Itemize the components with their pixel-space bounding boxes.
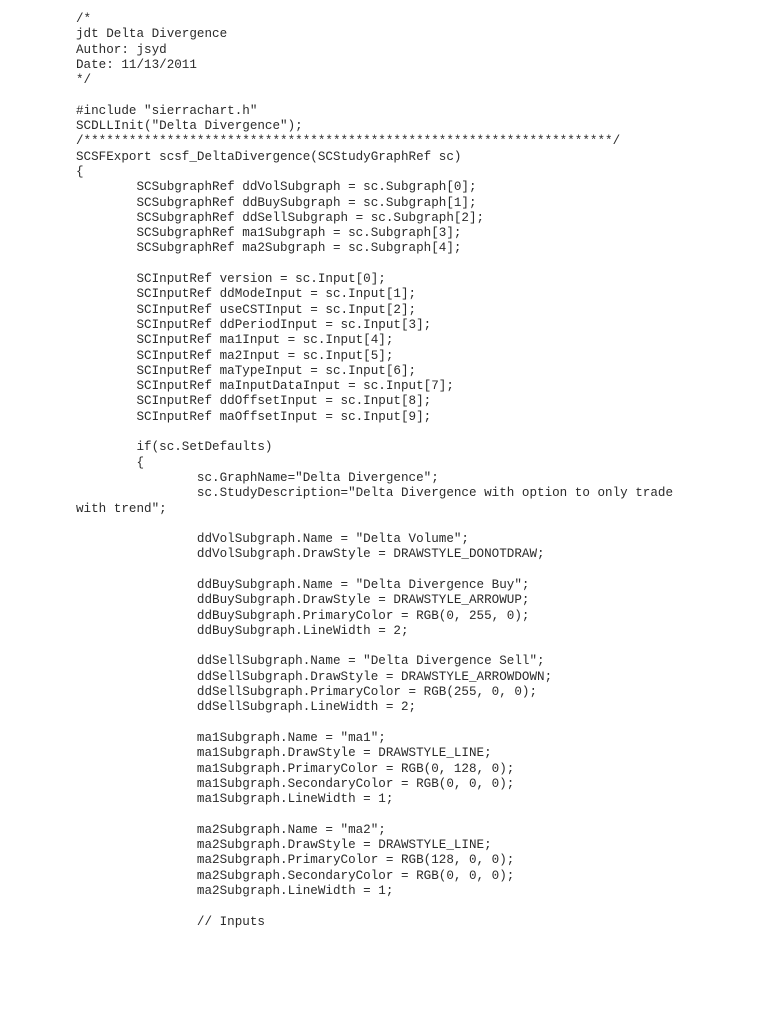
code-line: ma1Subgraph.SecondaryColor = RGB(0, 0, 0); bbox=[76, 776, 515, 791]
code-line: SCDLLInit("Delta Divergence"); bbox=[76, 119, 303, 134]
code-line: SCInputRef maTypeInput = sc.Input[6]; bbox=[76, 363, 417, 378]
code-line: SCSubgraphRef ddBuySubgraph = sc.Subgraph[1]; bbox=[76, 195, 477, 210]
code-line: ma1Subgraph.LineWidth = 1; bbox=[76, 792, 394, 807]
code-line: ma2Subgraph.Name = "ma2"; bbox=[76, 822, 386, 837]
code-line: ddVolSubgraph.DrawStyle = DRAWSTYLE_DONOTDRAW; bbox=[76, 547, 545, 562]
code-line bbox=[76, 716, 756, 731]
code-line: ddSellSubgraph.LineWidth = 2; bbox=[76, 700, 417, 715]
code-line bbox=[76, 517, 756, 532]
code-line: SCInputRef ddOffsetInput = sc.Input[8]; bbox=[76, 394, 432, 409]
code-line: SCInputRef maOffsetInput = sc.Input[9]; bbox=[76, 409, 432, 424]
code-line: #include "sierrachart.h" bbox=[76, 103, 258, 118]
code-line: ma2Subgraph.PrimaryColor = RGB(128, 0, 0); bbox=[76, 853, 515, 868]
code-line: ddBuySubgraph.PrimaryColor = RGB(0, 255, 0); bbox=[76, 608, 530, 623]
code-line: sc.StudyDescription="Delta Divergence with option to only trade bbox=[76, 486, 674, 501]
code-line bbox=[76, 257, 756, 272]
code-line bbox=[76, 639, 756, 654]
code-line: ma2Subgraph.DrawStyle = DRAWSTYLE_LINE; bbox=[76, 838, 492, 853]
code-line: ma2Subgraph.LineWidth = 1; bbox=[76, 883, 394, 898]
code-line bbox=[76, 807, 756, 822]
code-line bbox=[76, 899, 756, 914]
code-line: jdt Delta Divergence bbox=[76, 27, 228, 42]
code-line: SCInputRef ddPeriodInput = sc.Input[3]; bbox=[76, 317, 432, 332]
code-line: ma1Subgraph.PrimaryColor = RGB(0, 128, 0); bbox=[76, 761, 515, 776]
code-line bbox=[76, 88, 756, 103]
code-line: /* bbox=[76, 12, 92, 26]
code-line: SCInputRef ma1Input = sc.Input[4]; bbox=[76, 333, 394, 348]
code-line: ddSellSubgraph.PrimaryColor = RGB(255, 0, 0); bbox=[76, 685, 538, 700]
code-line: Author: jsyd bbox=[76, 42, 167, 57]
code-line: ddSellSubgraph.Name = "Delta Divergence Sell"; bbox=[76, 654, 545, 669]
code-line bbox=[76, 425, 756, 440]
code-line: SCInputRef maInputDataInput = sc.Input[7]; bbox=[76, 379, 454, 394]
code-line: { bbox=[76, 455, 145, 470]
code-line: */ bbox=[76, 73, 92, 88]
code-line: ddBuySubgraph.Name = "Delta Divergence Buy"; bbox=[76, 577, 530, 592]
code-line: SCInputRef ma2Input = sc.Input[5]; bbox=[76, 348, 394, 363]
code-listing bbox=[76, 12, 756, 930]
code-line: SCSubgraphRef ddSellSubgraph = sc.Subgraph[2]; bbox=[76, 210, 485, 225]
code-line: SCSubgraphRef ddVolSubgraph = sc.Subgraph[0]; bbox=[76, 180, 477, 195]
code-line: ddVolSubgraph.Name = "Delta Volume"; bbox=[76, 532, 469, 547]
code-line: // Inputs bbox=[76, 914, 265, 929]
code-line: { bbox=[76, 164, 84, 179]
code-line: ma1Subgraph.Name = "ma1"; bbox=[76, 730, 386, 745]
code-line: ddBuySubgraph.LineWidth = 2; bbox=[76, 623, 409, 638]
code-line: SCInputRef version = sc.Input[0]; bbox=[76, 272, 386, 287]
code-line: with trend"; bbox=[76, 501, 167, 516]
code-line bbox=[76, 563, 756, 578]
code-line: SCInputRef useCSTInput = sc.Input[2]; bbox=[76, 302, 417, 317]
code-line: SCSFExport scsf_DeltaDivergence(SCStudyGraphRef sc) bbox=[76, 149, 462, 164]
code-line: ddSellSubgraph.DrawStyle = DRAWSTYLE_ARROWDOWN; bbox=[76, 669, 553, 684]
code-line: ddBuySubgraph.DrawStyle = DRAWSTYLE_ARROWUP; bbox=[76, 593, 530, 608]
code-line: SCSubgraphRef ma1Subgraph = sc.Subgraph[3]; bbox=[76, 226, 462, 241]
code-line: SCSubgraphRef ma2Subgraph = sc.Subgraph[4]; bbox=[76, 241, 462, 256]
code-line: sc.GraphName="Delta Divergence"; bbox=[76, 470, 439, 485]
code-line: ma2Subgraph.SecondaryColor = RGB(0, 0, 0); bbox=[76, 868, 515, 883]
code-line: ma1Subgraph.DrawStyle = DRAWSTYLE_LINE; bbox=[76, 746, 492, 761]
code-line: Date: 11/13/2011 bbox=[76, 57, 197, 72]
code-line: if(sc.SetDefaults) bbox=[76, 440, 273, 455]
code-line: /**********************************************************************/ bbox=[76, 134, 621, 149]
code-line: SCInputRef ddModeInput = sc.Input[1]; bbox=[76, 287, 417, 302]
